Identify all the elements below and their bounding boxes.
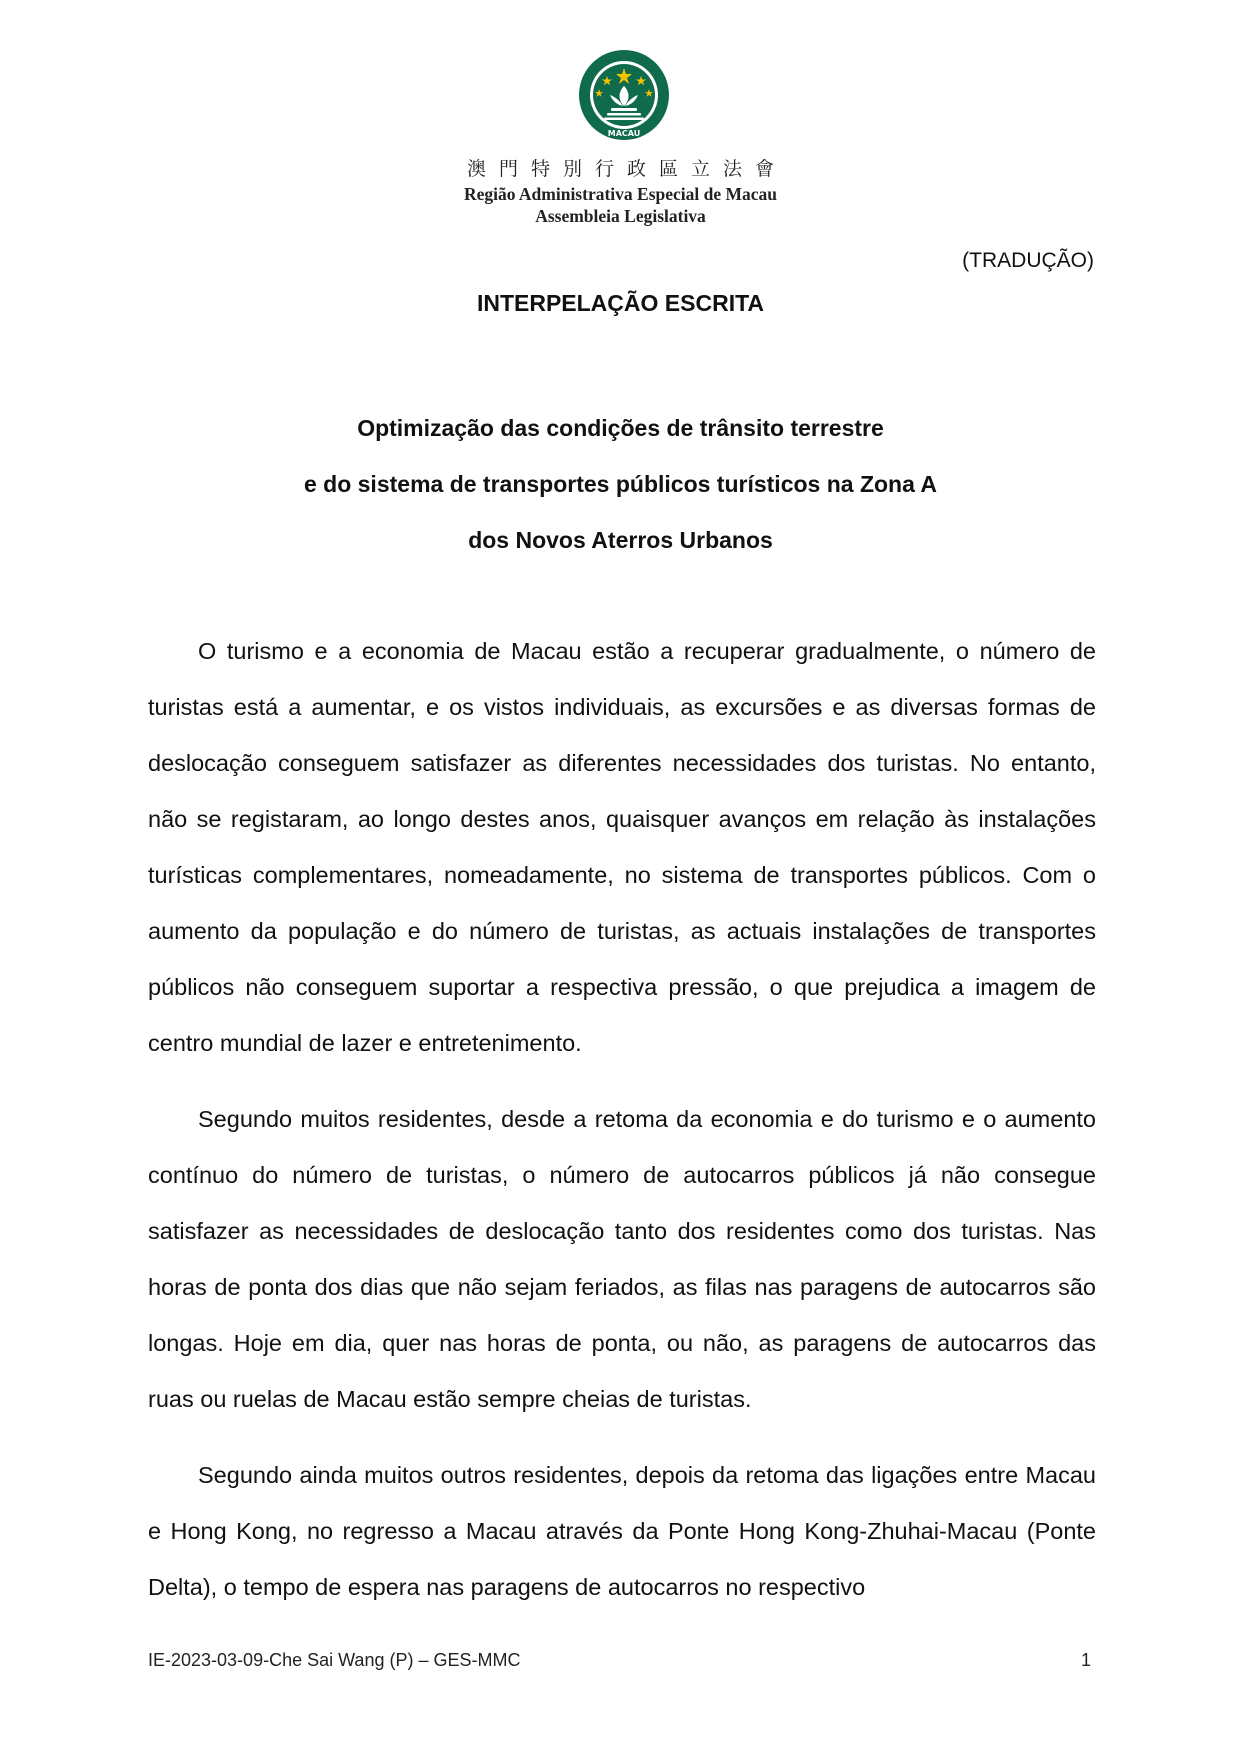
emblem-macau-text: MACAU (607, 129, 641, 138)
document-title (0, 400, 1241, 568)
title-line: Optimização das condições de trânsito terrestre (357, 415, 884, 441)
macau-sar-emblem-icon (577, 48, 671, 142)
body-paragraph: O turismo e a economia de Macau estão a recuperar gradualmente, o número de turistas está a aumentar, e os vistos individuais, as excursões e as diversas formas de deslocação conseguem satisfazer as diferentes necessidades dos turistas. No entanto, não se registaram, ao longo destes anos, quaisquer avanços em relação às instalações turísticas complementares, nomeadamente, no sistema de transportes públicos. Com o aumento da população e do número de turistas, as actuais instalações de transportes públicos não conseguem suportar a respectiva pressão, o que prejudica a imagem de centro mundial de lazer e entretenimento. (148, 638, 1096, 1056)
title-line: e do sistema de transportes públicos turísticos na Zona A (303, 471, 938, 497)
body-paragraph: Segundo muitos residentes, desde a retoma da economia e do turismo e o aumento contínuo do número de turistas, o número de autocarros públicos já não consegue satisfazer as necessidades de deslocação tanto dos residentes como dos turistas. Nas horas de ponta dos dias que não sejam feriados, as filas nas paragens de autocarros são longas. Hoje em dia, quer nas horas de ponta, ou não, as paragens de autocarros das ruas ou ruelas de Macau estão sempre cheias de turistas. (148, 1106, 1096, 1412)
translation-note: (TRADUÇÃO) (962, 249, 1094, 272)
body-paragraph: Segundo ainda muitos outros residentes, depois da retoma das ligações entre Macau e Hong Kong, no regresso a Macau através da Ponte Hong Kong-Zhuhai-Macau (Ponte Delta), o tempo de espera nas paragens de autocarros no respectivo (148, 1462, 1096, 1600)
title-line: dos Novos Aterros Urbanos (468, 527, 773, 553)
page-number: 1 (1080, 1650, 1091, 1670)
assembly-name: Assembleia Legislativa (535, 206, 706, 226)
organization-chinese-name: 澳門特別行政區立法會 (466, 158, 787, 180)
document-type-heading: INTERPELAÇÃO ESCRITA (476, 290, 765, 316)
organization-portuguese-name: Região Administrativa Especial de Macau (463, 184, 778, 204)
footer-reference: IE-2023-03-09-Che Sai Wang (P) – GES-MMC (148, 1650, 521, 1670)
document-body (148, 623, 1096, 1635)
